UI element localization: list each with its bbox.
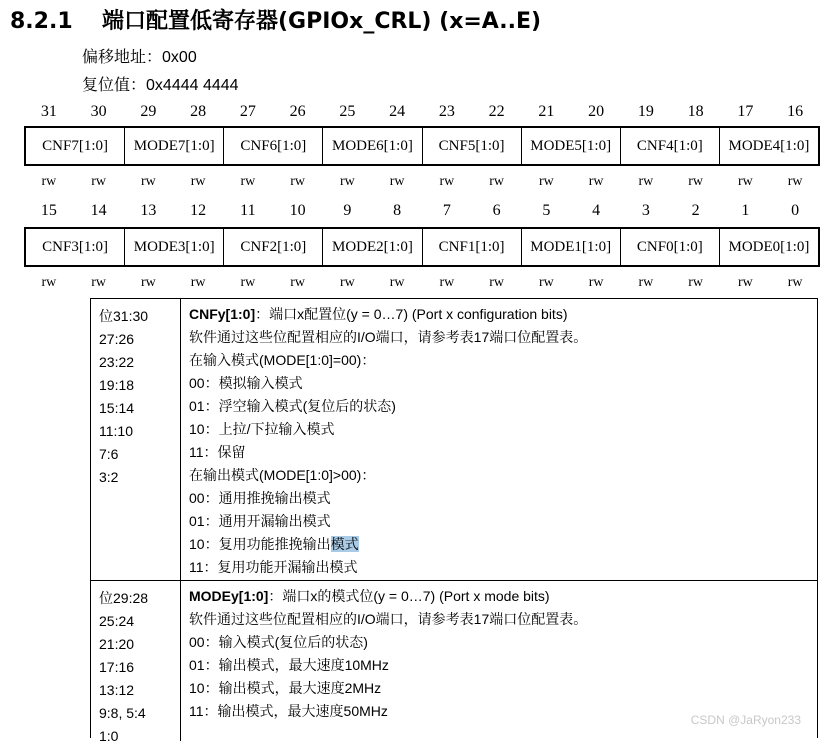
access-type: rw	[538, 275, 554, 290]
list-item: 10：上拉/下拉输入模式	[189, 421, 335, 437]
list-item: 软件通过这些位配置相应的I/O端口，请参考表17端口位配置表。	[189, 611, 588, 627]
cnf-line-10	[189, 533, 811, 556]
access-type: rw	[588, 174, 604, 189]
register-field: CNF6[1:0]	[224, 128, 323, 164]
register-field: MODE2[1:0]	[323, 229, 422, 265]
list-item: 7:6	[99, 446, 119, 462]
cnf-field-name: CNFy[1:0]	[189, 306, 256, 322]
access-type: rw	[489, 174, 505, 189]
register-field: MODE6[1:0]	[323, 128, 422, 164]
access-type: rw	[688, 275, 704, 290]
list-item: 13:12	[99, 682, 135, 698]
bit-number: 6	[492, 202, 501, 219]
cnf-description	[189, 303, 811, 579]
register-field: CNF2[1:0]	[224, 229, 323, 265]
selected-text[interactable]: 模式	[330, 536, 359, 552]
access-type: rw	[489, 275, 505, 290]
bit-number: 28	[190, 103, 207, 120]
mode-title	[189, 585, 811, 608]
access-type: rw	[439, 275, 455, 290]
list-item: 10：输出模式，最大速度2MHz	[189, 680, 382, 696]
high-register-fields	[24, 126, 820, 166]
access-type: rw	[638, 174, 654, 189]
bit-number: 17	[737, 103, 754, 120]
bit-number: 8	[393, 202, 402, 219]
cnf-lines	[189, 326, 811, 533]
low-register-fields	[24, 227, 820, 267]
mode-field-name: MODEy[1:0]	[189, 588, 269, 604]
bit-number: 0	[791, 202, 800, 219]
access-type: rw	[290, 174, 306, 189]
bit-number: 19	[637, 103, 654, 120]
list-item: 3:2	[99, 469, 119, 485]
bit-number: 24	[389, 103, 406, 120]
register-field: MODE4[1:0]	[728, 137, 810, 154]
bit-number: 25	[339, 103, 356, 120]
bit-number: 14	[90, 202, 107, 219]
bit-number: 21	[538, 103, 555, 120]
cnf-description-row	[91, 299, 817, 580]
access-type: rw	[588, 275, 604, 290]
cnf-line-10-text: 10：复用功能推挽输出	[189, 536, 331, 552]
list-item: 11：保留	[189, 444, 246, 460]
register-field: CNF0[1:0]	[621, 229, 720, 265]
list-item: 01：通用开漏输出模式	[189, 513, 331, 529]
bit-number: 3	[641, 202, 650, 219]
access-type: rw	[439, 174, 455, 189]
list-item: 01：浮空输入模式(复位后的状态)	[189, 398, 396, 414]
high-access-row	[24, 174, 820, 192]
list-item: 17:16	[99, 659, 135, 675]
bit-number: 11	[240, 202, 256, 219]
register-field: CNF1[1:0]	[423, 229, 522, 265]
bit-number: 30	[90, 103, 107, 120]
access-type: rw	[737, 174, 753, 189]
bit-number: 2	[691, 202, 700, 219]
cnf-bit-positions	[91, 299, 181, 580]
mode-lines	[189, 608, 811, 723]
list-item: 19:18	[99, 377, 135, 393]
cnf-title	[189, 303, 811, 326]
access-type: rw	[240, 174, 256, 189]
reset-line	[82, 72, 239, 95]
list-item: 25:24	[99, 613, 135, 629]
access-type: rw	[190, 174, 206, 189]
mode-description	[189, 585, 811, 723]
list-item: 15:14	[99, 400, 135, 416]
list-item: 位31:30	[99, 308, 149, 324]
list-item: 00：输入模式(复位后的状态)	[189, 634, 368, 650]
register-field: MODE3[1:0]	[125, 229, 224, 265]
bit-number: 27	[239, 103, 256, 120]
access-type: rw	[91, 275, 107, 290]
offset-line	[82, 44, 197, 67]
register-field: MODE1[1:0]	[522, 229, 621, 265]
offset-label: 偏移地址：	[82, 47, 163, 66]
bit-number: 13	[140, 202, 157, 219]
access-type: rw	[638, 275, 654, 290]
bit-number: 7	[442, 202, 451, 219]
access-type: rw	[339, 275, 355, 290]
reset-value: 0x4444 4444	[146, 77, 239, 94]
list-item: 23:22	[99, 354, 135, 370]
list-item: 11：输出模式，最大速度50MHz	[189, 703, 388, 719]
offset-value: 0x00	[162, 49, 197, 66]
access-type: rw	[140, 174, 156, 189]
bit-description-table	[90, 298, 818, 744]
access-type: rw	[140, 275, 156, 290]
register-field: CNF5[1:0]	[423, 128, 522, 164]
register-field: MODE0[1:0]	[728, 238, 810, 255]
access-type: rw	[787, 174, 803, 189]
bit-number: 26	[289, 103, 306, 120]
list-item: 位29:28	[99, 590, 149, 606]
list-item: 软件通过这些位配置相应的I/O端口，请参考表17端口位配置表。	[189, 329, 588, 345]
access-type: rw	[41, 174, 57, 189]
access-type: rw	[190, 275, 206, 290]
bit-number: 1	[741, 202, 750, 219]
low-access-row	[24, 275, 820, 293]
register-field: MODE5[1:0]	[522, 128, 621, 164]
section-number: 8.2.1	[10, 9, 73, 34]
register-field: CNF7[1:0]	[26, 128, 125, 164]
low-bit-numbers	[24, 202, 820, 222]
bit-number: 22	[488, 103, 505, 120]
list-item: 11:10	[99, 423, 133, 439]
reset-label: 复位值：	[82, 75, 147, 94]
bit-number: 23	[438, 103, 455, 120]
register-field: MODE7[1:0]	[125, 128, 224, 164]
bit-number: 20	[588, 103, 605, 120]
bit-number: 15	[40, 202, 57, 219]
access-type: rw	[41, 275, 57, 290]
bit-number: 18	[687, 103, 704, 120]
high-bit-numbers	[24, 103, 820, 123]
access-type: rw	[688, 174, 704, 189]
cnf-line-11: 11：复用功能开漏输出模式	[189, 559, 358, 575]
watermark: CSDN @JaRyon233	[690, 713, 801, 727]
bit-number: 5	[542, 202, 551, 219]
list-item: 00：模拟输入模式	[189, 375, 303, 391]
register-field: CNF3[1:0]	[26, 229, 125, 265]
mode-bit-positions	[91, 581, 181, 744]
list-item: 在输出模式(MODE[1:0]>00)：	[189, 467, 376, 483]
bit-number: 9	[343, 202, 352, 219]
list-item: 在输入模式(MODE[1:0]=00)：	[189, 352, 376, 368]
bit-number: 29	[140, 103, 157, 120]
access-type: rw	[290, 275, 306, 290]
section-title: 端口配置低寄存器(GPIOx_CRL) (x=A..E)	[102, 9, 542, 34]
access-type: rw	[91, 174, 107, 189]
list-item: 1:0	[99, 728, 119, 744]
bit-number: 4	[592, 202, 601, 219]
register-field: CNF4[1:0]	[621, 128, 720, 164]
list-item: 9:8, 5:4	[99, 705, 146, 721]
access-type: rw	[339, 174, 355, 189]
list-item: 27:26	[99, 331, 135, 347]
access-type: rw	[389, 174, 405, 189]
list-item: 01：输出模式，最大速度10MHz	[189, 657, 389, 673]
cnf-title-text: ：端口x配置位(y = 0…7) (Port x configuration bits)	[255, 306, 568, 322]
bit-number: 10	[289, 202, 306, 219]
bit-number: 31	[40, 103, 57, 120]
list-item: 21:20	[99, 636, 135, 652]
bit-number: 16	[787, 103, 804, 120]
bit-number: 12	[190, 202, 207, 219]
mode-title-text: ：端口x的模式位(y = 0…7) (Port x mode bits)	[268, 588, 550, 604]
list-item: 00：通用推挽输出模式	[189, 490, 331, 506]
access-type: rw	[538, 174, 554, 189]
access-type: rw	[389, 275, 405, 290]
section-heading	[10, 4, 541, 34]
access-type: rw	[787, 275, 803, 290]
access-type: rw	[240, 275, 256, 290]
access-type: rw	[737, 275, 753, 290]
